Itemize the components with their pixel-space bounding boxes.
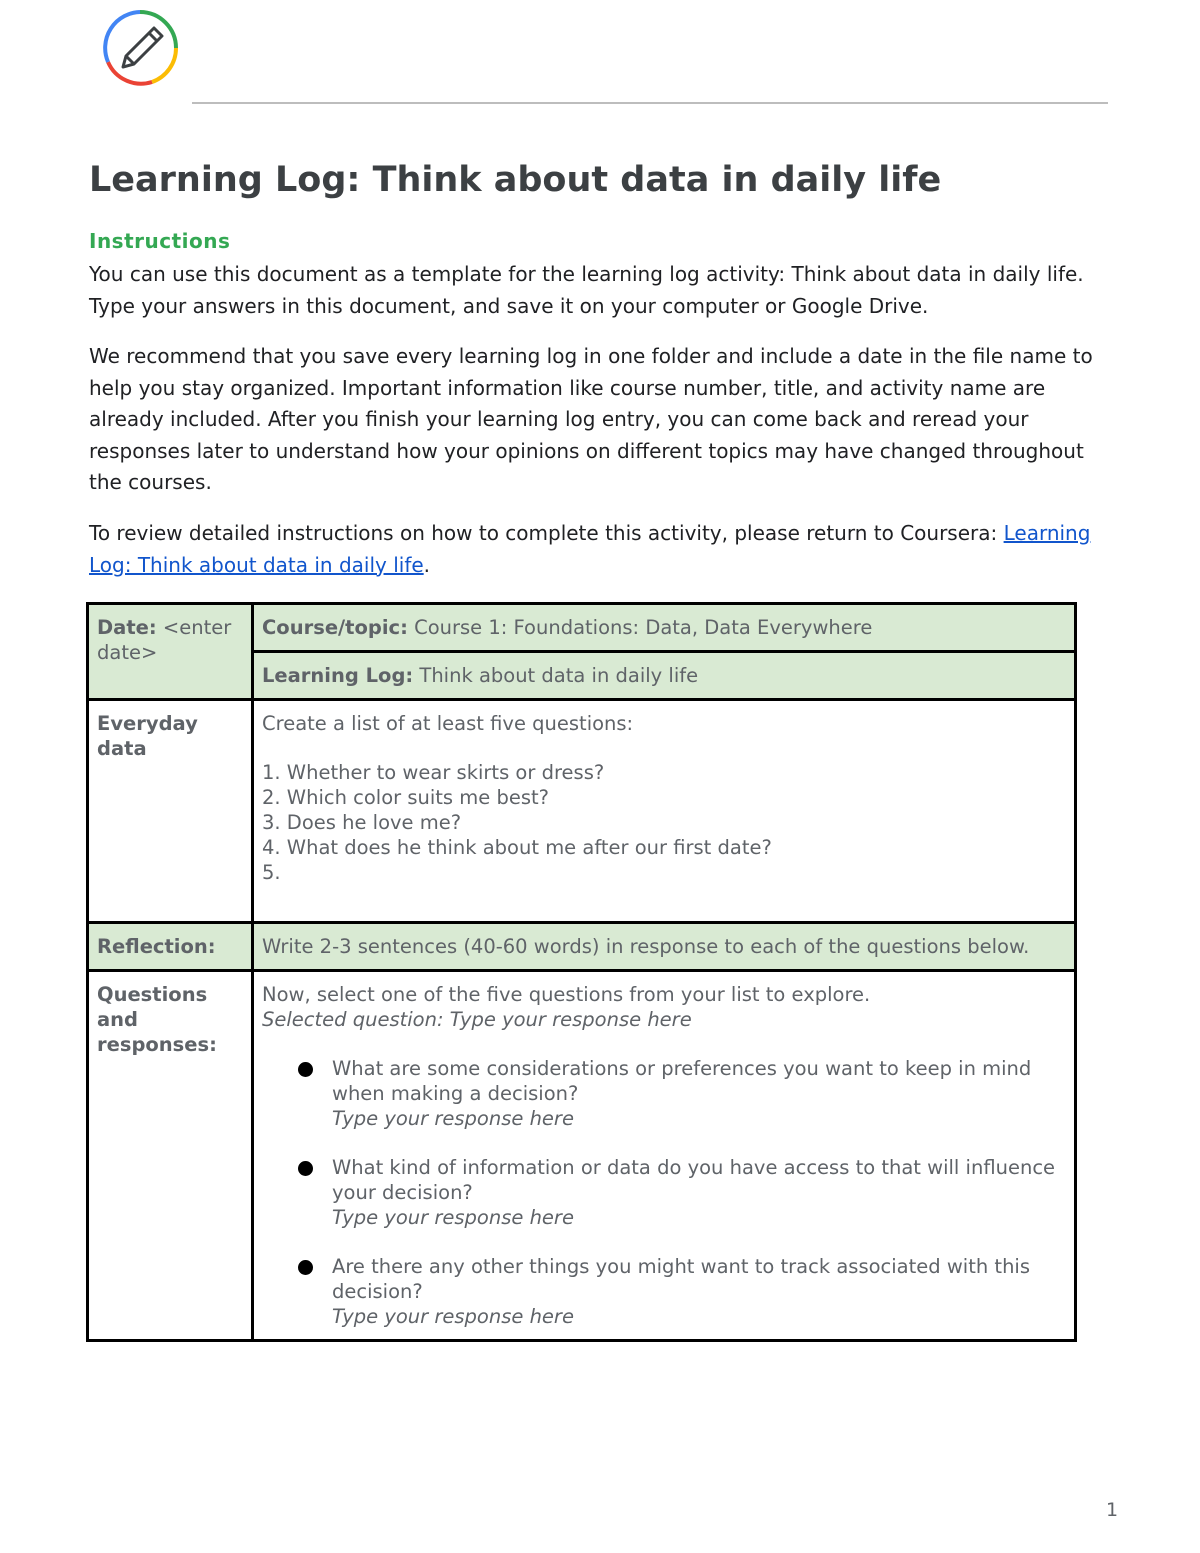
learning-log-value: Think about data in daily life: [413, 664, 699, 687]
bullet-icon: [298, 1161, 313, 1176]
page-number: 1: [1106, 1499, 1119, 1521]
qa-label-cell: [88, 971, 253, 1341]
date-label: Date:: [97, 616, 157, 639]
course-value: Course 1: Foundations: Data, Data Everywhere: [407, 616, 873, 639]
reflection-text: Write 2-3 sentences (40-60 words) in response to each of the questions below.: [262, 935, 1030, 958]
course-cell[interactable]: [253, 604, 1076, 652]
reflection-cell: [253, 923, 1076, 971]
question-item: 1. Whether to wear skirts or dress?: [262, 761, 605, 784]
pencil-logo-icon: [90, 0, 190, 100]
page-title: Learning Log: Think about data in daily life: [89, 160, 942, 200]
reflection-label: Reflection:: [97, 935, 216, 958]
question-item: 4. What does he think about me after our first date?: [262, 836, 772, 859]
bullet-question: Are there any other things you might want to track associated with this decision?: [332, 1255, 1031, 1303]
header-divider: [192, 102, 1108, 104]
learning-log-cell[interactable]: [253, 652, 1076, 700]
question-item: 5.: [262, 861, 281, 884]
bullet-icon: [298, 1260, 313, 1275]
paragraph-3-text: To review detailed instructions on how to complete this activity, please return to Coursera:: [89, 521, 1004, 545]
everyday-data-label: Everyday data: [97, 712, 198, 760]
question-item: 3. Does he love me?: [262, 811, 462, 834]
instructions-paragraph-3: [89, 518, 1119, 581]
bullet-item: [332, 1254, 1066, 1329]
bullet-question: What are some considerations or preferences you want to keep in mind when making a decision?: [332, 1057, 1032, 1105]
reflection-label-cell: [88, 923, 253, 971]
everyday-prompt: Create a list of at least five questions:: [262, 712, 634, 735]
question-item: 2. Which color suits me best?: [262, 786, 550, 809]
bullet-item: [332, 1056, 1066, 1131]
learning-log-label: Learning Log:: [262, 664, 414, 687]
instructions-paragraph-2: We recommend that you save every learning log in one folder and include a date in the file name to help you stay organized. Important information like course number, title, and activity name are already included. After you finish your learning log entry, you can come back and reread your responses later to understand how your opinions on different topics may have changed throughout the courses.: [89, 344, 1093, 494]
qa-label: Questions and responses:: [97, 983, 217, 1056]
coursera-activity-link[interactable]: Learning Log: Think about data in daily life: [89, 521, 1091, 577]
paragraph-3-suffix: .: [423, 552, 431, 577]
selected-question[interactable]: [262, 1007, 1066, 1032]
date-value: <enter date>: [97, 616, 232, 664]
date-cell[interactable]: [88, 604, 253, 700]
response-field[interactable]: Type your response here: [332, 1107, 574, 1130]
bullet-icon: [298, 1062, 313, 1077]
instructions-paragraph-1: You can use this document as a template for the learning log activity: Think about data in daily life. Type your answers in this document, and save it on your computer or Google Drive.: [89, 262, 1084, 318]
learning-log-table: [86, 602, 1077, 1342]
selected-question-value: : Type your response here: [436, 1008, 692, 1031]
everyday-data-cell[interactable]: [253, 700, 1076, 923]
bullet-item: [332, 1155, 1066, 1230]
everyday-data-label-cell: [88, 700, 253, 923]
response-field[interactable]: Type your response here: [332, 1206, 574, 1229]
qa-cell[interactable]: [253, 971, 1076, 1341]
response-field[interactable]: Type your response here: [332, 1305, 574, 1328]
instructions-heading: Instructions: [89, 229, 231, 253]
selected-question-label: Selected question: [262, 1008, 437, 1031]
course-label: Course/topic:: [262, 616, 408, 639]
qa-intro: Now, select one of the five questions from your list to explore.: [262, 983, 871, 1006]
bullet-question: What kind of information or data do you have access to that will influence your decision?: [332, 1156, 1056, 1204]
